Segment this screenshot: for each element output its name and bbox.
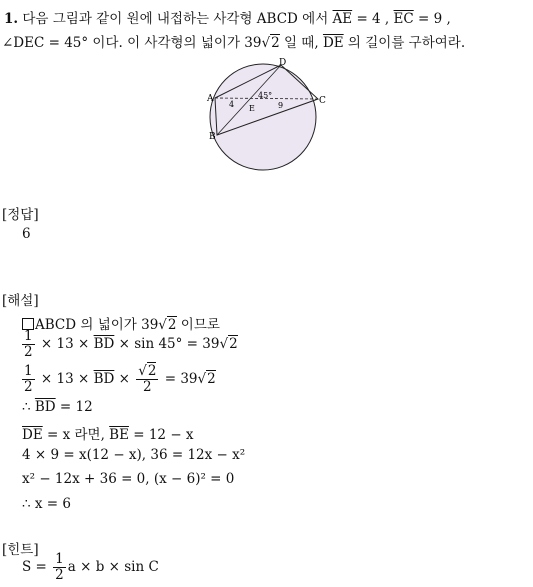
- problem-mid: 일 때,: [279, 35, 319, 51]
- angle-text: ∠DEC = 45° 이다. 이 사각형의 넓이가 39: [2, 35, 262, 51]
- segment-bd: $\overline{BD}$: [93, 336, 115, 352]
- problem-number: 1.: [4, 11, 19, 27]
- sol4-rest: = 12: [55, 399, 93, 415]
- ec-value: = 9 ,: [413, 11, 451, 27]
- label-angle: 45°: [258, 91, 273, 100]
- inscribed-quadrilateral-figure: [205, 55, 330, 175]
- hint-header: [힌트]: [2, 542, 39, 558]
- solution-line-7: x² − 12x + 36 = 0, (x − 6)² = 0: [22, 471, 235, 487]
- hint-formula: [22, 552, 159, 583]
- segment-bd: $\overline{BD}$: [34, 399, 56, 415]
- solution-line-6: 4 × 9 = x(12 − x), 36 = 12x − x²: [22, 447, 246, 463]
- circle: [210, 64, 316, 170]
- sol5-mid: = x 라면,: [42, 427, 105, 443]
- hint-rest: a × b × sin C: [67, 559, 159, 575]
- therefore-symbol: ∴: [22, 399, 31, 415]
- label-c: C: [319, 96, 326, 106]
- segment-de: $\overline{DE}$: [22, 427, 43, 443]
- problem-line-1: [4, 7, 451, 27]
- segment-ec: $\overline{EC}$: [393, 11, 414, 27]
- label-a: A: [207, 94, 214, 104]
- fraction-half: $\frac{1}{2}$: [24, 363, 33, 395]
- solution-line-3: $\frac{1}{2}$ × $13 \times \overline{BD}$ × $\frac{√2}{2}$ = 39√2: [24, 363, 216, 395]
- sol5-rest: = 12 − x: [128, 427, 194, 443]
- sol3-mid: × 13 ×: [40, 371, 90, 387]
- solution-line-8: ∴ x = 6: [22, 496, 71, 512]
- sqrt-2: 2: [271, 35, 280, 51]
- ae-value: = 4 ,: [352, 11, 390, 27]
- segment-ae: $\overline{AE}$: [332, 11, 353, 27]
- label-d: D: [279, 58, 287, 68]
- sol1-root: 2: [167, 317, 177, 333]
- sol3-root: 2: [207, 371, 216, 387]
- sol2-rest: × sin 45° = 39: [114, 336, 220, 352]
- segment-de: $\overline{DE}$: [322, 35, 344, 51]
- problem-line-2: ∠DEC = 45° 이다. 이 사각형의 넓이가 39√2 일 때, $\overline{DE}$ 의 길이를 구하여라.: [2, 35, 466, 51]
- hint-pre: S =: [22, 559, 47, 575]
- sol2-root: 2: [229, 336, 238, 352]
- answer-header: [정답]: [2, 207, 39, 223]
- sol2-mid: × 13 ×: [40, 336, 90, 352]
- fraction-half: $\frac{1}{2}$: [55, 551, 64, 583]
- solution-header: [해설]: [2, 293, 39, 309]
- segment-bd: $\overline{BD}$: [93, 371, 115, 387]
- sol3-times: ×: [114, 371, 130, 387]
- solution-line-4: [22, 399, 93, 415]
- problem-text: 다음 그림과 같이 원에 내접하는 사각형 ABCD 에서: [22, 11, 329, 27]
- answer-value: 6: [22, 226, 31, 242]
- solution-line-5: [22, 423, 194, 443]
- problem-end: 의 길이를 구하여라.: [343, 35, 466, 51]
- fraction-half: $\frac{1}{2}$: [24, 328, 33, 360]
- sol1-text: ABCD 의 넓이가 39: [35, 317, 159, 333]
- solution-line-1: ABCD 의 넓이가 39√2 이므로: [22, 313, 220, 333]
- label-ec-length: 9: [278, 101, 284, 110]
- solution-line-2: $\frac{1}{2}$ × $13 \times \overline{BD} \times \sin 45^\circ = 39√2$: [24, 328, 238, 360]
- label-ae-length: 4: [229, 100, 235, 109]
- sol3-rest: = 39: [160, 371, 198, 387]
- fraction-root2-over-2: $\frac{√2}{2}$: [138, 363, 157, 395]
- segment-be: $\overline{BE}$: [109, 427, 129, 443]
- label-e: E: [249, 104, 255, 113]
- label-b: B: [209, 132, 216, 142]
- sol1-end: 이므로: [176, 317, 220, 333]
